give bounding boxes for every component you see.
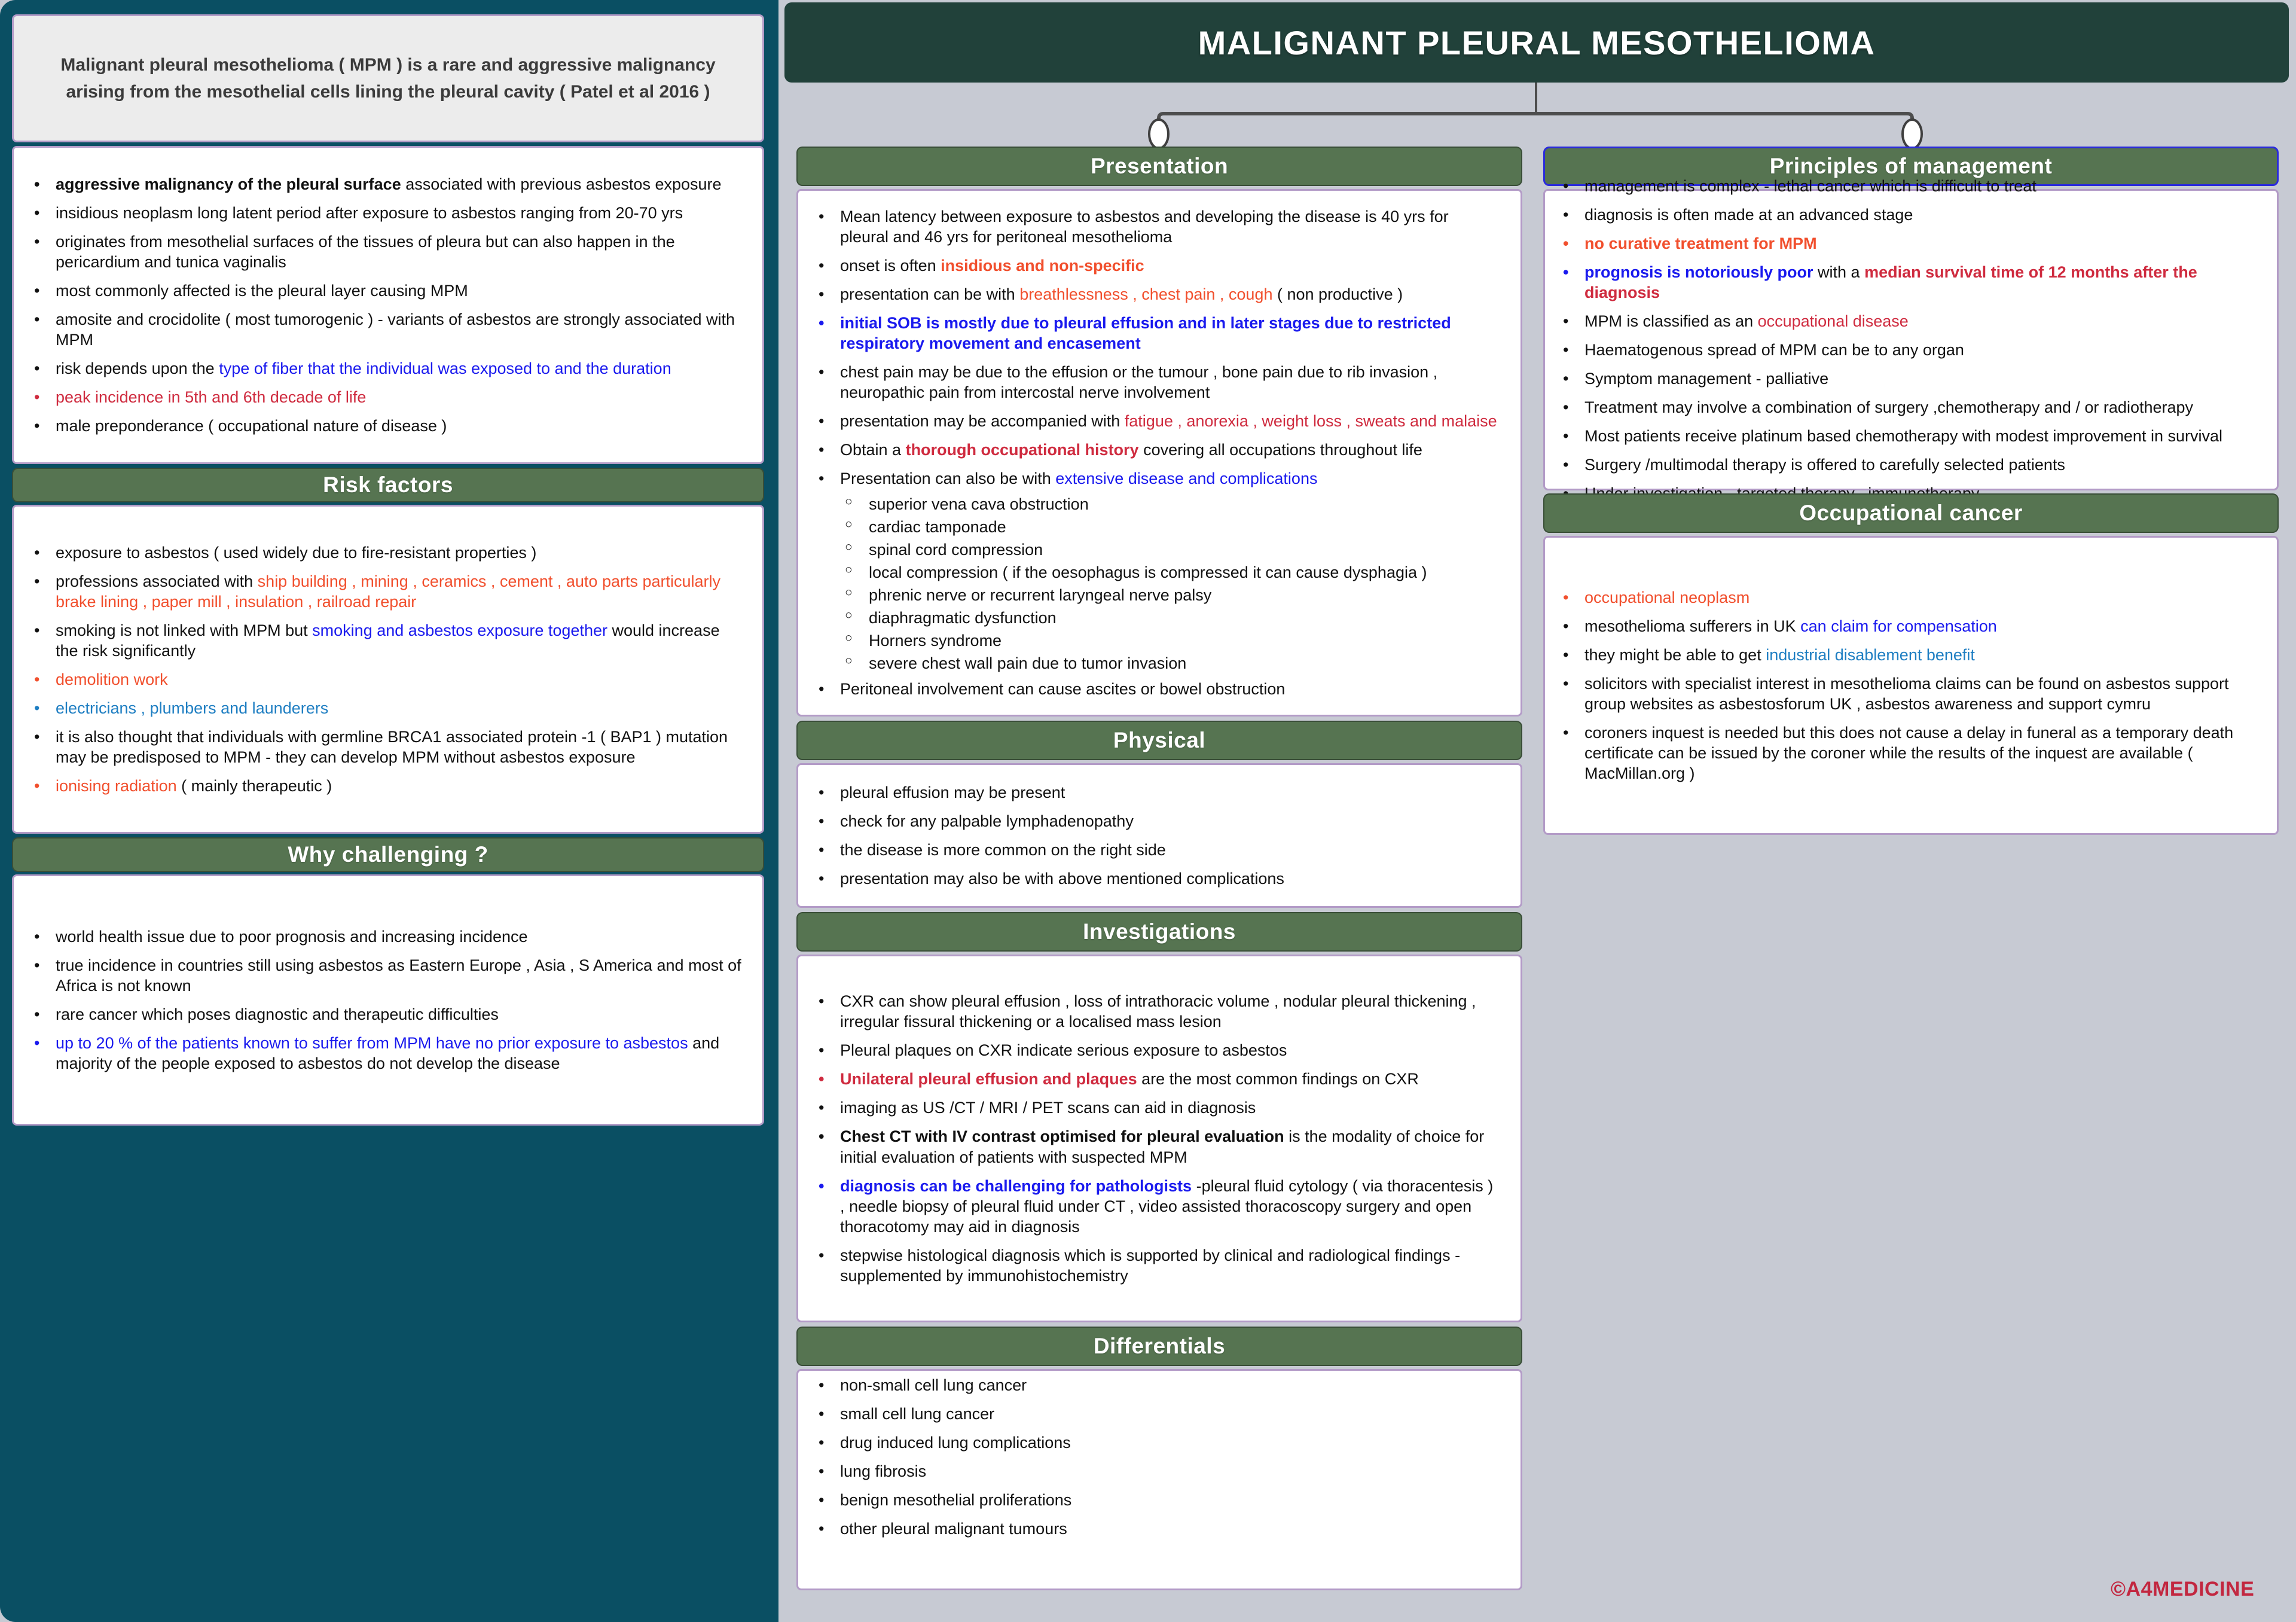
bullet-item <box>819 362 1500 403</box>
bullet-text: onset is often insidious and non-specific <box>840 256 1144 275</box>
occupational-cancer-title: Occupational cancer <box>1799 501 2023 525</box>
bullet-item <box>1563 233 2259 254</box>
bullet-text: presentation can be with breathlessness , chest pain , cough ( non productive ) <box>840 285 1403 303</box>
bullet-marker-icon: • <box>819 285 825 303</box>
bullet-text: initial SOB is mostly due to pleural effusion and in later stages due to restricted respiratory movement and encasement <box>840 313 1451 352</box>
bullet-text: CXR can show pleural effusion , loss of intrathoracic volume , nodular pleural thickening , irregular fissural thickening or a localised mass lesion <box>840 992 1476 1031</box>
bullet-marker-icon: ○ <box>845 631 853 645</box>
bullet-item <box>819 1519 1500 1539</box>
bullet-item <box>1563 722 2259 783</box>
bullet-marker-icon: • <box>1563 588 1569 606</box>
bullet-marker-icon: • <box>819 440 825 459</box>
bullet-marker-icon: • <box>819 1405 825 1423</box>
presentation-title: Presentation <box>1090 154 1229 178</box>
bullet-item <box>819 468 1500 489</box>
sub-bullet-item <box>845 494 1500 514</box>
occupational-cancer-header <box>1543 493 2279 533</box>
bullet-marker-icon: • <box>34 417 40 435</box>
bullet-text: rare cancer which poses diagnostic and therapeutic difficulties <box>56 1005 499 1023</box>
bullet-marker-icon: • <box>34 670 40 688</box>
bullet-text: chest pain may be due to the effusion or the tumour , bone pain due to rib invasion , neuropathic pain from intercostal nerve involvement <box>840 362 1438 401</box>
risk-factors-title: Risk factors <box>323 472 453 497</box>
bullet-marker-icon: • <box>819 1376 825 1394</box>
bullet-text: Most patients receive platinum based chemotherapy with modest improvement in survival <box>1584 427 2222 446</box>
bullet-marker-icon: • <box>34 203 40 222</box>
bullet-marker-icon: • <box>34 777 40 795</box>
bullet-marker-icon: ○ <box>845 608 853 623</box>
why-challenging-header <box>12 837 764 872</box>
bullet-item <box>819 679 1500 699</box>
bullet-text: MPM is classified as an occupational disease <box>1584 312 1909 330</box>
bullet-marker-icon: • <box>34 359 40 378</box>
bullet-item <box>819 782 1500 803</box>
bullet-marker-icon: • <box>819 1491 825 1510</box>
bullet-text: drug induced lung complications <box>840 1434 1071 1452</box>
bullet-text: Treatment may involve a combination of surgery ,chemotherapy and / or radiotherapy <box>1584 398 2194 417</box>
bullet-text: stepwise histological diagnosis which is supported by clinical and radiological findings - supplemented by immunohistochemistry <box>840 1246 1461 1285</box>
bullet-marker-icon: • <box>34 175 40 193</box>
bullet-text: imaging as US /CT / MRI / PET scans can aid in diagnosis <box>840 1099 1256 1117</box>
bullet-text: diagnosis is often made at an advanced stage <box>1584 205 1913 224</box>
sub-bullet-item <box>845 517 1500 537</box>
bullet-item <box>34 174 742 194</box>
bullet-marker-icon: • <box>819 469 825 487</box>
bullet-text: coroners inquest is needed but this does not cause a delay in funeral as a temporary death certificate can be issued by the coroner while the results of the inquest are available ( MacMillan.org ) <box>1584 724 2234 783</box>
bullet-marker-icon: ○ <box>845 540 853 554</box>
bullet-marker-icon: • <box>819 207 825 225</box>
investigations-card <box>796 955 1522 1322</box>
bullet-text: electricians , plumbers and launderers <box>56 699 329 718</box>
bullet-marker-icon: • <box>819 783 825 801</box>
bullet-marker-icon: • <box>1563 263 1569 281</box>
bullet-item <box>819 411 1500 431</box>
bullet-marker-icon: • <box>34 699 40 718</box>
bullet-marker-icon: • <box>819 841 825 859</box>
bullet-text: check for any palpable lymphadenopathy <box>840 812 1134 830</box>
management-card <box>1543 176 2279 490</box>
why-challenging-card <box>12 874 764 1126</box>
bullet-marker-icon: • <box>819 1127 825 1146</box>
bullet-item <box>34 776 742 796</box>
bullet-marker-icon: • <box>34 281 40 300</box>
bullet-item <box>1563 673 2259 714</box>
bullet-item <box>1563 262 2259 303</box>
bullet-text: spinal cord compression <box>869 541 1043 559</box>
bullet-marker-icon: ○ <box>845 517 853 532</box>
bullet-text: amosite and crocidolite ( most tumorogenic ) - variants of asbestos are strongly associated with MPM <box>56 310 735 349</box>
risk-factors-card <box>12 505 764 834</box>
bullet-item <box>1563 426 2259 446</box>
bullet-text: demolition work <box>56 670 168 688</box>
bullet-item <box>1563 397 2259 417</box>
why-challenging-title: Why challenging ? <box>288 842 488 867</box>
bullet-marker-icon: • <box>819 256 825 275</box>
bullet-text: Obtain a thorough occupational history covering all occupations throughout life <box>840 440 1422 459</box>
bullet-marker-icon: • <box>1563 205 1569 224</box>
bullet-marker-icon: • <box>819 362 825 381</box>
bullet-item <box>819 1245 1500 1286</box>
bullet-text: it is also thought that individuals with germline BRCA1 associated protein -1 ( BAP1 ) mutation may be predisposed to MPM - they can develop MPM without asbestos exposure <box>56 728 728 767</box>
bullet-text: no curative treatment for MPM <box>1584 234 1817 252</box>
bullet-marker-icon: • <box>34 1034 40 1053</box>
bullet-text: small cell lung cancer <box>840 1405 995 1423</box>
bullet-item <box>819 1490 1500 1510</box>
presentation-header <box>796 147 1522 186</box>
bullet-marker-icon: • <box>1563 724 1569 742</box>
bullet-text: Surgery /multimodal therapy is offered to carefully selected patients <box>1584 456 2065 474</box>
physical-title: Physical <box>1113 728 1206 752</box>
bullet-item <box>819 991 1500 1032</box>
bullet-item <box>1563 455 2259 475</box>
bullet-item <box>819 1375 1500 1395</box>
bullet-marker-icon: • <box>1563 456 1569 474</box>
bullet-item <box>1563 176 2259 196</box>
bullet-text: Mean latency between exposure to asbestos and developing the disease is 40 yrs for pleural and 46 yrs for peritoneal mesothelioma <box>840 207 1449 246</box>
connector-branch <box>1159 114 1912 123</box>
bullet-marker-icon: • <box>1563 398 1569 417</box>
bullet-text: presentation may also be with above mentioned complications <box>840 870 1284 888</box>
bullet-marker-icon: • <box>34 572 40 590</box>
bullet-text: exposure to asbestos ( used widely due to fire-resistant properties ) <box>56 543 537 562</box>
bullet-marker-icon: • <box>819 313 825 332</box>
bullet-text: superior vena cava obstruction <box>869 495 1089 514</box>
bullet-item <box>819 313 1500 353</box>
bullet-item <box>819 1404 1500 1424</box>
bullet-marker-icon: • <box>1563 341 1569 359</box>
bullet-text: the disease is more common on the right side <box>840 841 1166 859</box>
bullet-marker-icon: • <box>819 1070 825 1089</box>
bullet-item <box>34 926 742 947</box>
bullet-text: male preponderance ( occupational nature of disease ) <box>56 417 447 435</box>
bullet-item <box>819 840 1500 860</box>
bullet-text: Peritoneal involvement can cause ascites or bowel obstruction <box>840 680 1286 699</box>
bullet-item <box>34 698 742 718</box>
differentials-title: Differentials <box>1093 1334 1226 1358</box>
management-title: Principles of management <box>1769 154 2053 178</box>
bullet-item <box>34 416 742 436</box>
bullet-text: mesothelioma sufferers in UK can claim for compensation <box>1584 617 1997 635</box>
bullet-text: Presentation can also be with extensive disease and complications <box>840 469 1318 487</box>
bullet-item <box>819 284 1500 304</box>
bullet-item <box>819 811 1500 831</box>
bullet-text: benign mesothelial proliferations <box>840 1491 1072 1510</box>
bullet-text: Horners syndrome <box>869 632 1002 650</box>
sub-bullet-item <box>845 562 1500 583</box>
bullet-marker-icon: • <box>1563 176 1569 195</box>
bullet-marker-icon: • <box>819 411 825 430</box>
bullet-item <box>34 571 742 612</box>
bullet-text: professions associated with ship building , mining , ceramics , cement , auto parts particularly brake lining , paper mill , insulation , railroad repair <box>56 572 721 611</box>
bullet-text: ionising radiation ( mainly therapeutic ) <box>56 777 332 795</box>
bullet-item <box>34 620 742 661</box>
bullet-text: pleural effusion may be present <box>840 783 1065 801</box>
bullet-marker-icon: • <box>34 388 40 407</box>
bullet-item <box>34 1004 742 1025</box>
bullet-marker-icon: • <box>819 1099 825 1117</box>
bullet-marker-icon: ○ <box>845 654 853 668</box>
bullet-marker-icon: • <box>1563 234 1569 252</box>
bullet-marker-icon: • <box>34 728 40 746</box>
copyright-text: ©A4MEDICINE <box>2111 1578 2255 1600</box>
bullet-marker-icon: • <box>1563 674 1569 693</box>
bullet-item <box>819 1432 1500 1453</box>
bullet-text: management is complex - lethal cancer which is difficult to treat <box>1584 176 2037 195</box>
bullet-marker-icon: ○ <box>845 586 853 600</box>
bullet-text: cardiac tamponade <box>869 518 1006 536</box>
bullet-marker-icon: • <box>1563 312 1569 330</box>
bullet-item <box>819 1461 1500 1481</box>
bullet-marker-icon: • <box>34 927 40 946</box>
bullet-text: they might be able to get industrial disablement benefit <box>1584 645 1975 664</box>
bullet-text: prognosis is notoriously poor with a median survival time of 12 months after the diagnosis <box>1584 263 2197 301</box>
bullet-item <box>34 231 742 272</box>
bullet-marker-icon: • <box>819 870 825 888</box>
bullet-marker-icon: • <box>1563 617 1569 635</box>
bullet-marker-icon: • <box>819 812 825 830</box>
bullet-marker-icon: • <box>819 1434 825 1452</box>
page-title-text: MALIGNANT PLEURAL MESOTHELIOMA <box>1198 23 1876 62</box>
physical-header <box>796 721 1522 760</box>
bullet-item <box>34 727 742 767</box>
sub-bullet-item <box>845 653 1500 673</box>
bullet-item <box>819 1176 1500 1237</box>
bullet-text: risk depends upon the type of fiber that the individual was exposed to and the duration <box>56 359 671 378</box>
bullet-item <box>34 955 742 996</box>
bullet-item <box>819 206 1500 247</box>
differentials-header <box>796 1327 1522 1366</box>
definition-text: Malignant pleural mesothelioma ( MPM ) is a rare and aggressive malignancy arising from the mesothelial cells lining the pleural cavity ( Patel et al 2016 ) <box>60 55 716 102</box>
bullet-item <box>34 1033 742 1074</box>
bullet-item <box>819 1040 1500 1060</box>
overview-card <box>12 146 764 464</box>
bullet-text: solicitors with specialist interest in mesothelioma claims can be found on asbestos support group websites as asbestosforum UK , asbestos awareness and support cymru <box>1584 674 2229 713</box>
page-title <box>784 2 2289 83</box>
investigations-header <box>796 912 1522 952</box>
bullet-item <box>34 387 742 407</box>
bullet-text: world health issue due to poor prognosis and increasing incidence <box>56 927 528 946</box>
bullet-item <box>1563 587 2259 608</box>
sub-bullet-item <box>845 539 1500 560</box>
bullet-text: originates from mesothelial surfaces of the tissues of pleura but can also happen in the pericardium and tunica vaginalis <box>56 232 675 271</box>
bullet-item <box>819 440 1500 460</box>
bullet-text: true incidence in countries still using asbestos as Eastern Europe , Asia , S America and most of Africa is not known <box>56 956 741 995</box>
bullet-marker-icon: • <box>34 621 40 639</box>
bullet-text: lung fibrosis <box>840 1462 927 1481</box>
bullet-item <box>819 255 1500 276</box>
bullet-text: occupational neoplasm <box>1584 588 1750 606</box>
bullet-marker-icon: • <box>819 1176 825 1195</box>
bullet-item <box>1563 205 2259 225</box>
bullet-marker-icon: • <box>1563 645 1569 664</box>
sub-bullet-item <box>845 630 1500 651</box>
occupational-cancer-card <box>1543 536 2279 835</box>
bullet-text: Pleural plaques on CXR indicate serious exposure to asbestos <box>840 1041 1287 1060</box>
bullet-marker-icon: • <box>1563 370 1569 388</box>
bullet-marker-icon: • <box>1563 427 1569 446</box>
bullet-text: up to 20 % of the patients known to suffer from MPM have no prior exposure to asbestos and majority of the people exposed to asbestos do not develop the disease <box>56 1034 720 1073</box>
sub-bullet-item <box>845 585 1500 605</box>
bullet-text: aggressive malignancy of the pleural surface associated with previous asbestos exposure <box>56 175 722 193</box>
bullet-text: phrenic nerve or recurrent laryngeal nerve palsy <box>869 586 1212 605</box>
definition-card <box>12 14 764 142</box>
presentation-card <box>796 189 1522 717</box>
bullet-marker-icon: ○ <box>845 563 853 577</box>
bullet-text: Symptom management - palliative <box>1584 370 1829 388</box>
bullet-text: peak incidence in 5th and 6th decade of life <box>56 388 367 407</box>
copyright-label <box>2111 1578 2254 1601</box>
bullet-marker-icon: • <box>34 310 40 328</box>
bullet-item <box>34 203 742 223</box>
bullet-marker-icon: • <box>34 1005 40 1023</box>
sub-bullet-item <box>845 608 1500 628</box>
bullet-item <box>1563 645 2259 665</box>
connector-node-icon <box>1903 120 1922 148</box>
bullet-marker-icon: • <box>34 543 40 562</box>
bullet-marker-icon: • <box>819 1041 825 1060</box>
investigations-title: Investigations <box>1083 919 1236 944</box>
bullet-item <box>1563 340 2259 360</box>
bullet-marker-icon: • <box>819 1462 825 1481</box>
bullet-item <box>34 358 742 379</box>
bullet-text: most commonly affected is the pleural layer causing MPM <box>56 281 468 300</box>
bullet-item <box>34 669 742 690</box>
risk-factors-header <box>12 468 764 502</box>
bullet-text: Chest CT with IV contrast optimised for pleural evaluation is the modality of choice for initial evaluation of patients with suspected MPM <box>840 1127 1485 1166</box>
physical-card <box>796 763 1522 908</box>
bullet-marker-icon: ○ <box>845 495 853 509</box>
bullet-item <box>819 1126 1500 1167</box>
bullet-marker-icon: • <box>819 680 825 699</box>
bullet-marker-icon: • <box>34 232 40 251</box>
bullet-text: Unilateral pleural effusion and plaques are the most common findings on CXR <box>840 1070 1419 1089</box>
bullet-item <box>34 281 742 301</box>
bullet-marker-icon: • <box>819 1520 825 1538</box>
bullet-item <box>819 1069 1500 1089</box>
bullet-text: local compression ( if the oesophagus is compressed it can cause dysphagia ) <box>869 563 1427 582</box>
bullet-text: diagnosis can be challenging for pathologists -pleural fluid cytology ( via thoracentesis ) , needle biopsy of pleural fluid under CT , video assisted thoracoscopy surgery and open thoracotomy may aid in diagnosis <box>840 1176 1494 1236</box>
bullet-text: severe chest wall pain due to tumor invasion <box>869 654 1187 673</box>
bullet-item <box>819 1097 1500 1118</box>
bullet-item <box>819 868 1500 889</box>
bullet-text: other pleural malignant tumours <box>840 1520 1067 1538</box>
bullet-text: presentation may be accompanied with fatigue , anorexia , weight loss , sweats and malaise <box>840 411 1497 430</box>
differentials-card <box>796 1369 1522 1590</box>
bullet-text: non-small cell lung cancer <box>840 1376 1027 1394</box>
bullet-item <box>1563 368 2259 389</box>
bullet-text: smoking is not linked with MPM but smoking and asbestos exposure together would increase the risk significantly <box>56 621 720 660</box>
bullet-item <box>1563 311 2259 331</box>
connector-node-icon <box>1149 120 1168 148</box>
bullet-marker-icon: • <box>819 1246 825 1264</box>
bullet-item <box>34 542 742 563</box>
bullet-marker-icon: • <box>34 956 40 974</box>
bullet-marker-icon: • <box>819 992 825 1011</box>
bullet-item <box>1563 616 2259 636</box>
bullet-text: insidious neoplasm long latent period after exposure to asbestos ranging from 20-70 yrs <box>56 203 683 222</box>
bullet-text: Haematogenous spread of MPM can be to any organ <box>1584 341 1964 359</box>
bullet-text: diaphragmatic dysfunction <box>869 609 1057 627</box>
bullet-item <box>34 309 742 350</box>
